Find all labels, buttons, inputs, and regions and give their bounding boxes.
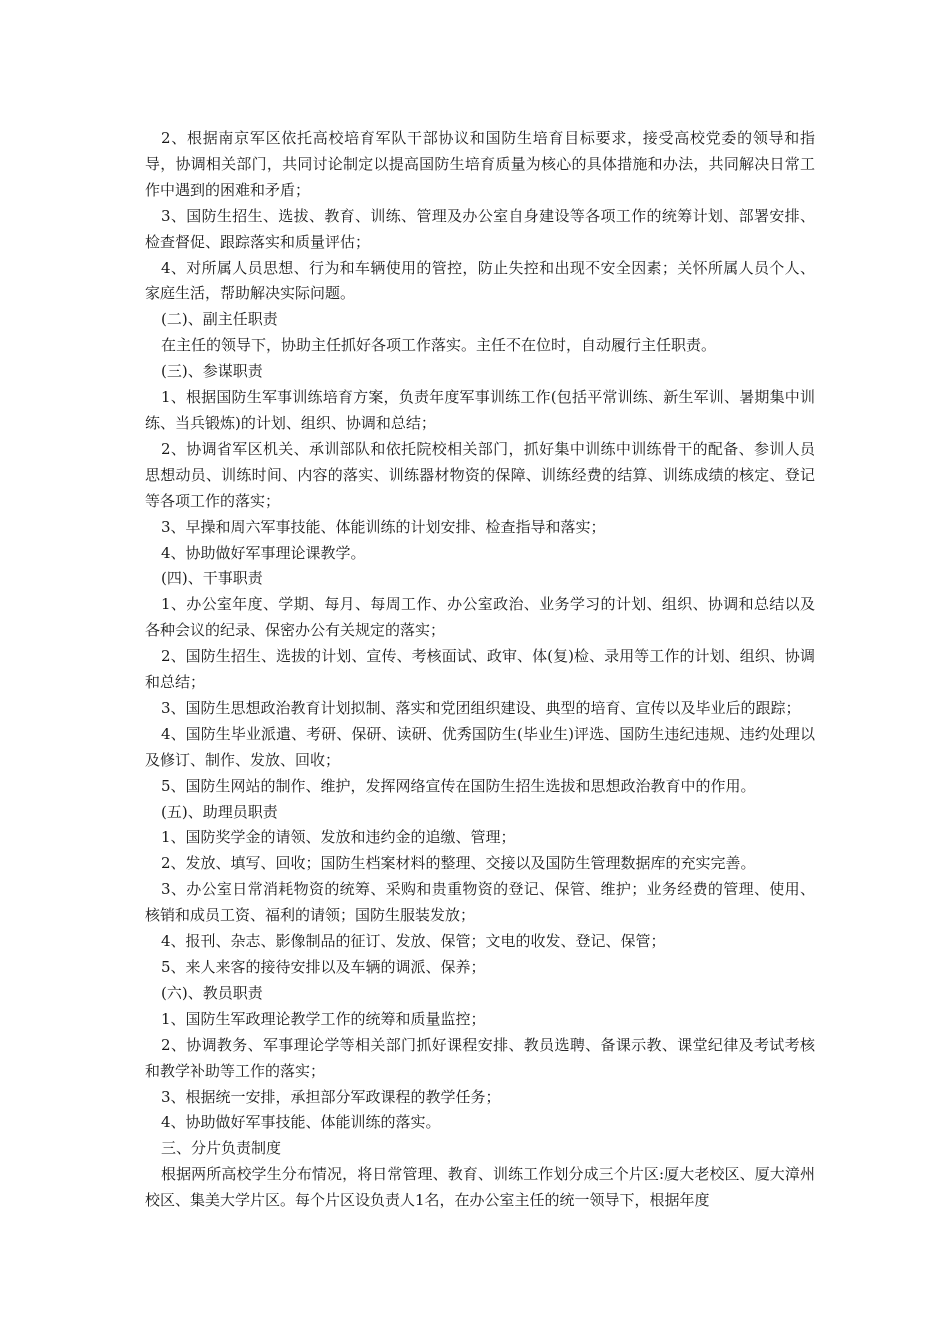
paragraph: 5、国防生网站的制作、维护，发挥网络宣传在国防生招生选拔和思想政治教育中的作用。 (161, 776, 756, 795)
paragraph: 1、根据国防生军事训练培育方案，负责年度军事训练工作(包括平常训练、新生军训、暑期集中训练、当兵锻炼)的计划、组织、协调和总结； (145, 388, 815, 432)
paragraph: 根据两所高校学生分布情况，将日常管理、教育、训练工作划分成三个片区:厦大老校区、厦大漳州校区、集美大学片区。每个片区设负责人1名，在办公室主任的统一领导下，根据年度 (145, 1165, 815, 1210)
section-heading: (三)、参谋职责 (161, 362, 263, 381)
paragraph: 3、早操和周六军事技能、体能训练的计划安排、检查指导和落实； (161, 517, 606, 536)
section-heading: (四)、干事职责 (161, 569, 263, 588)
paragraph: 2、协调省军区机关、承训部队和依托院校相关部门，抓好集中训练中训练骨干的配备、参训人员思想动员、训练时间、内容的落实、训练器材物资的保障、训练经费的结算、训练成绩的核定、登记等各项工作的落实； (145, 439, 815, 510)
paragraph: 2、发放、填写、回收；国防生档案材料的整理、交接以及国防生管理数据库的充实完善。 (161, 854, 756, 873)
paragraph: 4、协助做好军事技能、体能训练的落实。 (161, 1113, 441, 1132)
document-body (145, 126, 815, 1214)
paragraph: 在主任的领导下，协助主任抓好各项工作落实。主任不在位时，自动履行主任职责。 (161, 336, 717, 355)
paragraph: 3、国防生思想政治教育计划拟制、落实和党团组织建设、典型的培育、宣传以及毕业后的跟踪； (161, 698, 801, 717)
section-heading: (五)、助理员职责 (161, 802, 278, 821)
paragraph: 4、对所属人员思想、行为和车辆使用的管控，防止失控和出现不安全因素；关怀所属人员个人、家庭生活，帮助解决实际问题。 (145, 258, 815, 303)
paragraph: 3、根据统一安排，承担部分军政课程的教学任务； (161, 1087, 501, 1106)
section-heading: (二)、副主任职责 (161, 310, 278, 329)
paragraph: 4、协助做好军事理论课教学。 (161, 543, 366, 562)
paragraph: 5、来人来客的接待安排以及车辆的调派、保养； (161, 958, 486, 976)
paragraph: 3、国防生招生、选拔、教育、训练、管理及办公室自身建设等各项工作的统筹计划、部署安排、检查督促、跟踪落实和质量评估； (145, 206, 815, 251)
section-heading: 三、分片负责制度 (161, 1139, 282, 1158)
paragraph: 4、国防生毕业派遣、考研、保研、读研、优秀国防生(毕业生)评选、国防生违纪违规、违约处理以及修订、制作、发放、回收； (145, 724, 815, 769)
paragraph: 2、协调教务、军事理论学等相关部门抓好课程安排、教员选聘、备课示教、课堂纪律及考试考核和教学补助等工作的落实； (145, 1035, 815, 1080)
section-heading: (六)、教员职责 (161, 983, 263, 1002)
paragraph: 1、国防生军政理论教学工作的统筹和质量监控； (161, 1009, 486, 1028)
paragraph: 3、办公室日常消耗物资的统筹、采购和贵重物资的登记、保管、维护；业务经费的管理、使用、核销和成员工资、福利的请领；国防生服装发放； (145, 880, 815, 925)
paragraph: 2、根据南京军区依托高校培育军队干部协议和国防生培育目标要求，接受高校党委的领导和指导，协调相关部门，共同讨论制定以提高国防生培育质量为核心的具体措施和办法，共同解决日常工作中遇到的困难和矛盾； (145, 129, 815, 199)
paragraph: 1、国防奖学金的请领、发放和违约金的追缴、管理； (161, 828, 516, 847)
paragraph: 4、报刊、杂志、影像制品的征订、发放、保管；文电的收发、登记、保管； (161, 932, 666, 951)
paragraph: 2、国防生招生、选拔的计划、宣传、考核面试、政审、体(复)检、录用等工作的计划、组织、协调和总结； (145, 647, 815, 692)
paragraph: 1、办公室年度、学期、每月、每周工作、办公室政治、业务学习的计划、组织、协调和总结以及各种会议的纪录、保密办公有关规定的落实； (145, 595, 815, 640)
